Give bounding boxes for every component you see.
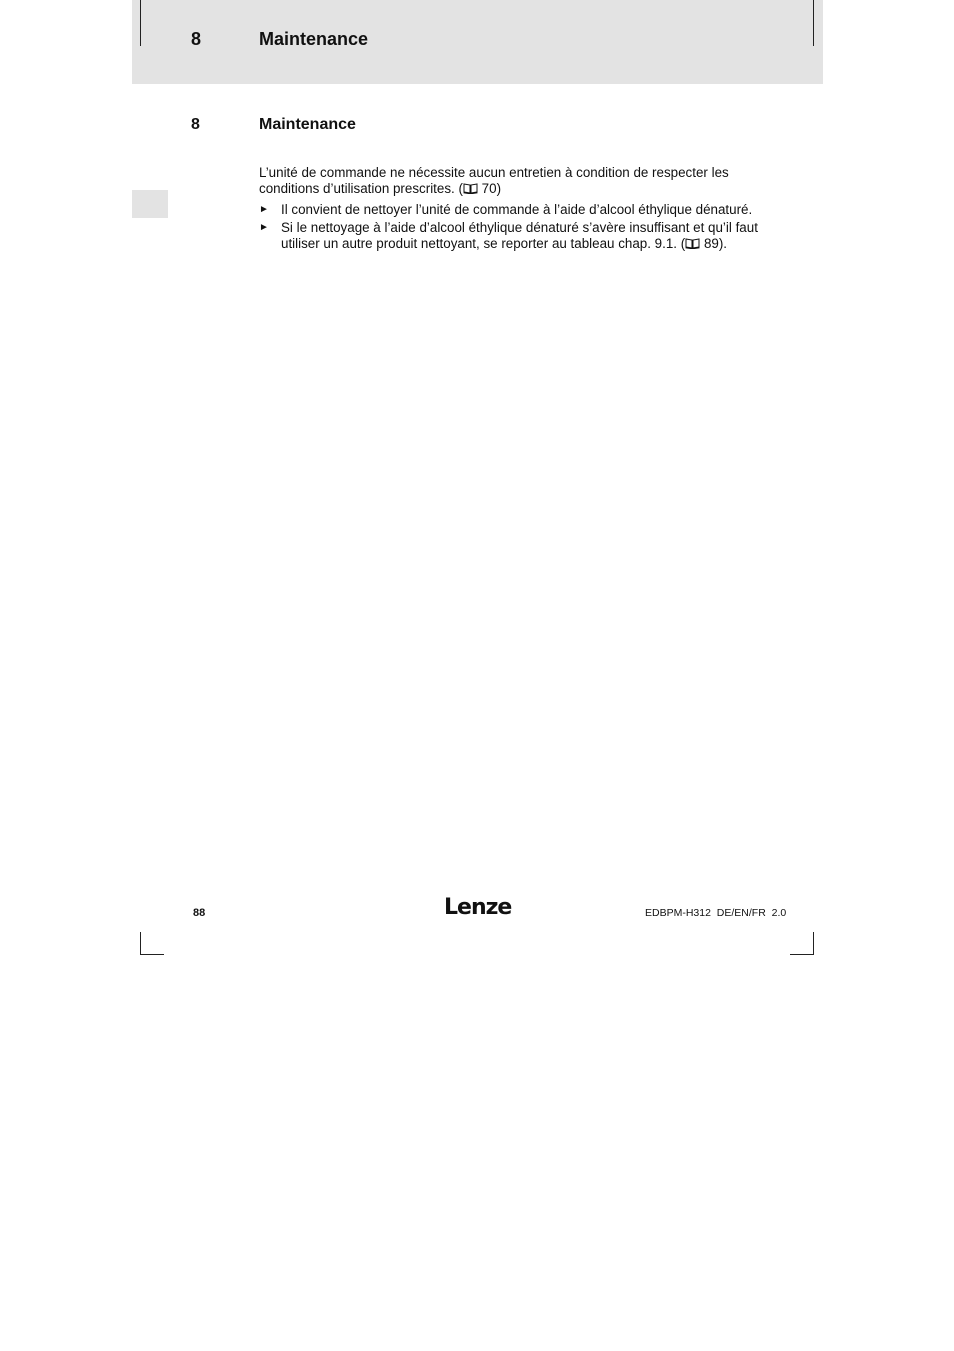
- crop-mark-bottom-left-h: [140, 954, 164, 955]
- header-chapter-number: 8: [191, 29, 202, 49]
- list-item: [259, 202, 769, 218]
- instruction-list: [259, 202, 769, 254]
- crop-mark-top-left: [140, 0, 141, 46]
- intro-ref-page[interactable]: 70: [481, 181, 497, 196]
- section-number: 8: [191, 116, 200, 133]
- intro-paragraph: [259, 165, 769, 197]
- crop-mark-bottom-right-v: [813, 932, 814, 955]
- page-number: 88: [193, 907, 206, 919]
- header-band: [132, 0, 823, 84]
- section-title: Maintenance: [259, 116, 356, 133]
- crop-mark-top-right: [813, 0, 814, 46]
- bullet-arrow-icon: ►: [259, 222, 269, 233]
- book-icon: [463, 183, 478, 194]
- bullet-2-text-end: ).: [718, 236, 728, 251]
- bullet-arrow-icon: ►: [259, 204, 269, 215]
- crop-mark-bottom-left-v: [140, 932, 141, 955]
- side-tab-marker: [132, 190, 168, 218]
- intro-text-end: ): [496, 181, 502, 196]
- list-item: [259, 220, 769, 252]
- header-chapter-title: Maintenance: [259, 29, 369, 49]
- intro-text: L’unité de commande ne nécessite aucun entretien à condition de respecter les conditions d’utilisation prescrites. (: [259, 165, 729, 196]
- document-reference: EDBPM-H312 DE/EN/FR 2.0: [645, 907, 787, 919]
- bullet-2-ref-page[interactable]: 89: [703, 236, 719, 251]
- book-icon: [685, 238, 700, 249]
- bullet-2-text: Si le nettoyage à l’aide d’alcool éthylique dénaturé s’avère insuffisant et qu’il faut utiliser un autre produit nettoyant, se reporter au tableau chap. 9.1. (: [281, 220, 758, 251]
- lenze-logo: Lenze: [444, 895, 512, 920]
- bullet-1-text: Il convient de nettoyer l’unité de commande à l’aide d’alcool éthylique dénaturé.: [281, 202, 753, 217]
- crop-mark-bottom-right-h: [790, 954, 814, 955]
